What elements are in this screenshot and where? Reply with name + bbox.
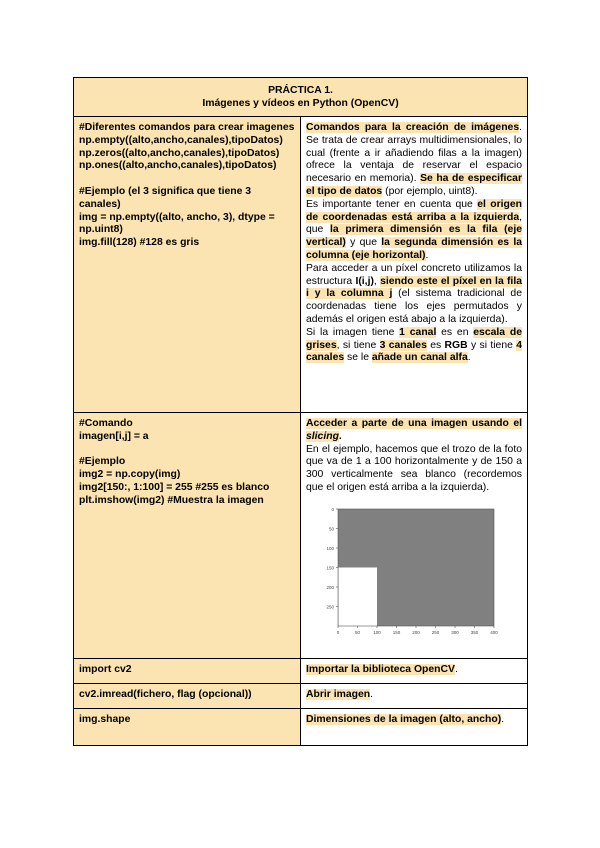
description-paragraph: En el ejemplo, hacemos que el trozo de la foto que va de 1 a 100 horizontalmente y de 150 a 300 verticalmente sea blanco (recordemos que el origen está arriba a la izquierda). bbox=[306, 443, 522, 493]
code-line: #Comando bbox=[79, 418, 133, 429]
practice-table bbox=[73, 77, 528, 746]
code-line: np.empty((alto,ancho,canales),tipoDatos) bbox=[79, 134, 283, 146]
description-cell: Abrir imagen. bbox=[301, 684, 528, 709]
slicing-result-plot bbox=[312, 501, 512, 641]
y-tick-label: 50 bbox=[328, 526, 334, 532]
x-tick-label: 400 bbox=[490, 629, 498, 635]
y-tick-label: 0 bbox=[331, 506, 334, 512]
x-tick-label: 250 bbox=[431, 629, 440, 635]
code-cell bbox=[74, 117, 301, 413]
x-tick-label: 200 bbox=[412, 629, 420, 635]
table-row bbox=[74, 684, 528, 709]
y-tick-label: 200 bbox=[326, 584, 334, 590]
description-cell: Dimensiones de la imagen (alto, ancho). bbox=[301, 709, 528, 746]
code-line: img = np.empty((alto, ancho, 3), dtype = np.uint8) bbox=[79, 211, 275, 236]
code-line: #Diferentes comandos para crear imagenes bbox=[79, 122, 295, 133]
y-tick-label: 250 bbox=[326, 604, 334, 610]
practice-number: PRÁCTICA 1. bbox=[268, 85, 333, 96]
description-paragraph: Comandos para la creación de imágenes. Se trata de crear arrays multidimensionales, lo cual (frente a ir añadiendo filas a la imagen) ofrece la ventaja de reservar el espacio necesario en memoria). Se ha de especificar el tipo de datos (por ejemplo, uint8). bbox=[306, 122, 522, 197]
description-paragraph: Para acceder a un píxel concreto utilizamos la estructura I(i,j), siendo este el píxel en la fila i y la columna j (el sistema tradicional de coordenadas tiene los ejes permutados y además el origen está abajo a la izquierda). bbox=[306, 262, 522, 325]
code-line: img2[150:, 1:100] = 255 #255 es blanco bbox=[79, 481, 270, 493]
x-tick-label: 50 bbox=[354, 629, 361, 635]
x-tick-label: 350 bbox=[470, 629, 479, 635]
description-paragraph: Si la imagen tiene 1 canal es en escala de grises, si tiene 3 canales es RGB y si tiene 4 canales se le añade un canal alfa. bbox=[306, 326, 523, 364]
table-row bbox=[74, 659, 528, 684]
code-line: np.ones((alto,ancho,canales),tipoDatos) bbox=[79, 160, 277, 172]
x-tick-label: 300 bbox=[451, 629, 459, 635]
x-tick-label: 100 bbox=[373, 629, 381, 635]
table-row bbox=[74, 117, 528, 413]
code-line: np.zeros((alto,ancho,canales),tipoDatos) bbox=[79, 147, 280, 159]
code-line: img.fill(128) #128 es gris bbox=[79, 237, 200, 249]
y-tick-label: 100 bbox=[326, 545, 334, 551]
table-header-cell bbox=[74, 78, 528, 117]
code-line: #Ejemplo (el 3 significa que tiene 3 canales) bbox=[79, 185, 252, 210]
image-region-white bbox=[338, 567, 377, 626]
y-tick-label: 150 bbox=[326, 565, 334, 571]
description-paragraph: Acceder a parte de una imagen usando el slicing. bbox=[306, 418, 522, 442]
code-cell: import cv2 bbox=[74, 659, 301, 684]
code-line: imagen[i,j] = a bbox=[79, 430, 149, 442]
code-cell bbox=[74, 413, 301, 659]
table-row bbox=[74, 709, 528, 746]
code-line: plt.imshow(img2) #Muestra la imagen bbox=[79, 494, 264, 506]
description-cell bbox=[301, 117, 528, 413]
code-line: #Ejemplo bbox=[79, 456, 126, 468]
table-row bbox=[74, 413, 528, 659]
plot-area bbox=[326, 507, 498, 635]
description-cell bbox=[301, 413, 528, 659]
code-cell: img.shape bbox=[74, 709, 301, 746]
x-tick-label: 150 bbox=[392, 629, 401, 635]
practice-title: Imágenes y vídeos en Python (OpenCV) bbox=[202, 98, 399, 109]
code-cell: cv2.imread(fichero, flag (opcional)) bbox=[74, 684, 301, 709]
description-paragraph: Es importante tener en cuenta que el origen de coordenadas está arriba a la izquierda, que la primera dimensión es la fila (eje vertical) y que la segunda dimensión es la columna (eje horizontal). bbox=[306, 198, 523, 261]
table-header-row bbox=[74, 78, 528, 117]
x-tick-label: 0 bbox=[336, 629, 340, 635]
description-cell: Importar la biblioteca OpenCV. bbox=[301, 659, 528, 684]
code-line: img2 = np.copy(img) bbox=[79, 469, 181, 481]
